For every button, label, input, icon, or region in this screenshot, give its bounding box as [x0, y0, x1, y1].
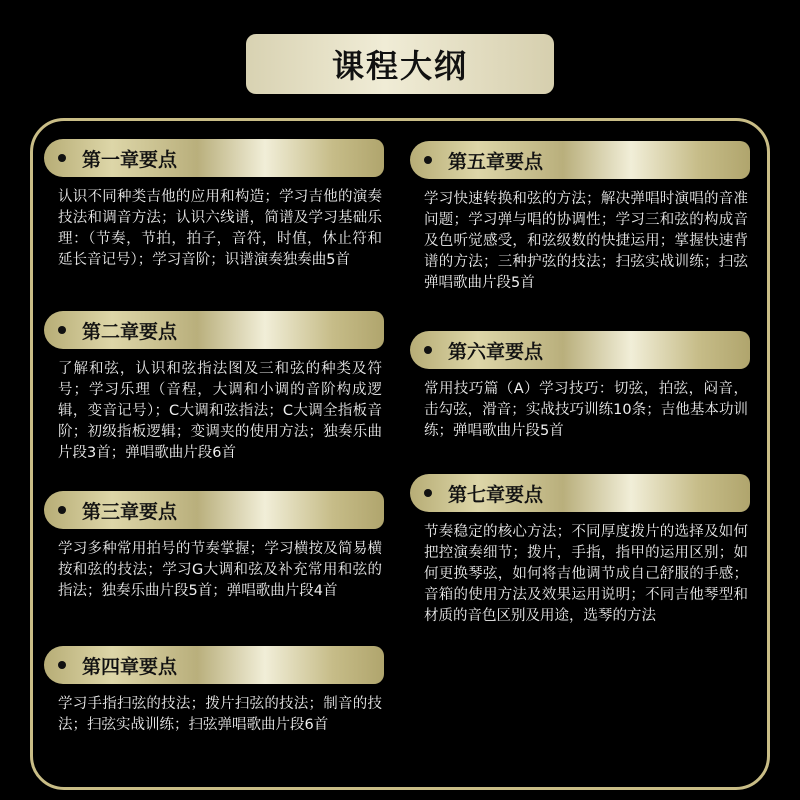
chapter-5-heading-label: 第五章要点	[448, 150, 544, 173]
chapter-1-heading-label: 第一章要点	[82, 148, 178, 171]
chapter-4-section	[44, 646, 384, 736]
chapter-1-heading	[44, 139, 384, 177]
chapter-4-heading	[44, 646, 384, 684]
chapter-2-section	[44, 311, 384, 464]
bullet-icon	[424, 489, 432, 497]
chapter-6-heading	[410, 331, 750, 369]
bullet-icon	[424, 156, 432, 164]
chapter-1-content: 认识不同种类吉他的应用和构造；学习吉他的演奏技法和调音方法；认识六线谱，简谱及学习基础乐理：（节奏，节拍，拍子，音符，时值，休止符和延长音记号）；学习音阶；识谱演奏独奏曲5首	[58, 189, 382, 268]
bullet-icon	[58, 326, 66, 334]
chapter-6-heading-label: 第六章要点	[448, 340, 544, 363]
chapter-5-content: 学习快速转换和弦的方法；解决弹唱时演唱的音准问题；学习弹与唱的协调性；学习三和弦的构成音及色听觉感受，和弦级数的快捷运用；掌握快速背谱的方法；三种护弦的技法；扫弦实战训练；扫弦弹唱歌曲片段5首	[424, 191, 748, 291]
chapter-5-section	[410, 141, 750, 294]
chapter-6-content: 常用技巧篇（A）学习技巧：切弦，拍弦，闷音，击勾弦，滑音；实战技巧训练10条；吉他基本功训练；弹唱歌曲片段5首	[424, 381, 748, 439]
chapter-1-section	[44, 139, 384, 271]
bullet-icon	[424, 346, 432, 354]
chapter-3-heading	[44, 491, 384, 529]
chapter-3-content: 学习多种常用拍号的节奏掌握；学习横按及简易横按和弦的技法；学习G大调和弦及补充常用和弦的指法；独奏乐曲片段5首；弹唱歌曲片段4首	[58, 541, 382, 599]
page-title: 课程大纲	[246, 34, 554, 94]
bullet-icon	[58, 154, 66, 162]
chapter-3-section	[44, 491, 384, 602]
chapter-7-heading	[410, 474, 750, 512]
chapter-2-heading	[44, 311, 384, 349]
chapter-4-content: 学习手指扫弦的技法；拨片扫弦的技法；制音的技法；扫弦实战训练；扫弦弹唱歌曲片段6首	[58, 696, 382, 733]
chapter-3-heading-label: 第三章要点	[82, 500, 178, 523]
chapter-6-section	[410, 331, 750, 442]
chapter-7-content: 节奏稳定的核心方法；不同厚度拨片的选择及如何把控演奏细节；拨片，手指，指甲的运用区别；如何更换琴弦，如何将吉他调节成自己舒服的手感；音箱的使用方法及效果运用说明；不同吉他琴型和材质的音色区别及用途，选琴的方法	[424, 524, 748, 624]
chapter-5-heading	[410, 141, 750, 179]
chapter-2-content: 了解和弦，认识和弦指法图及三和弦的种类及符号；学习乐理（音程，大调和小调的音阶构成逻辑，变音记号）；C大调和弦指法；C大调全指板音阶；初级指板逻辑；变调夹的使用方法；独奏乐曲片段3首；弹唱歌曲片段6首	[58, 361, 382, 461]
chapter-7-heading-label: 第七章要点	[448, 483, 544, 506]
bullet-icon	[58, 506, 66, 514]
chapter-4-heading-label: 第四章要点	[82, 655, 178, 678]
chapter-2-heading-label: 第二章要点	[82, 320, 178, 343]
chapter-7-section	[410, 474, 750, 627]
bullet-icon	[58, 661, 66, 669]
